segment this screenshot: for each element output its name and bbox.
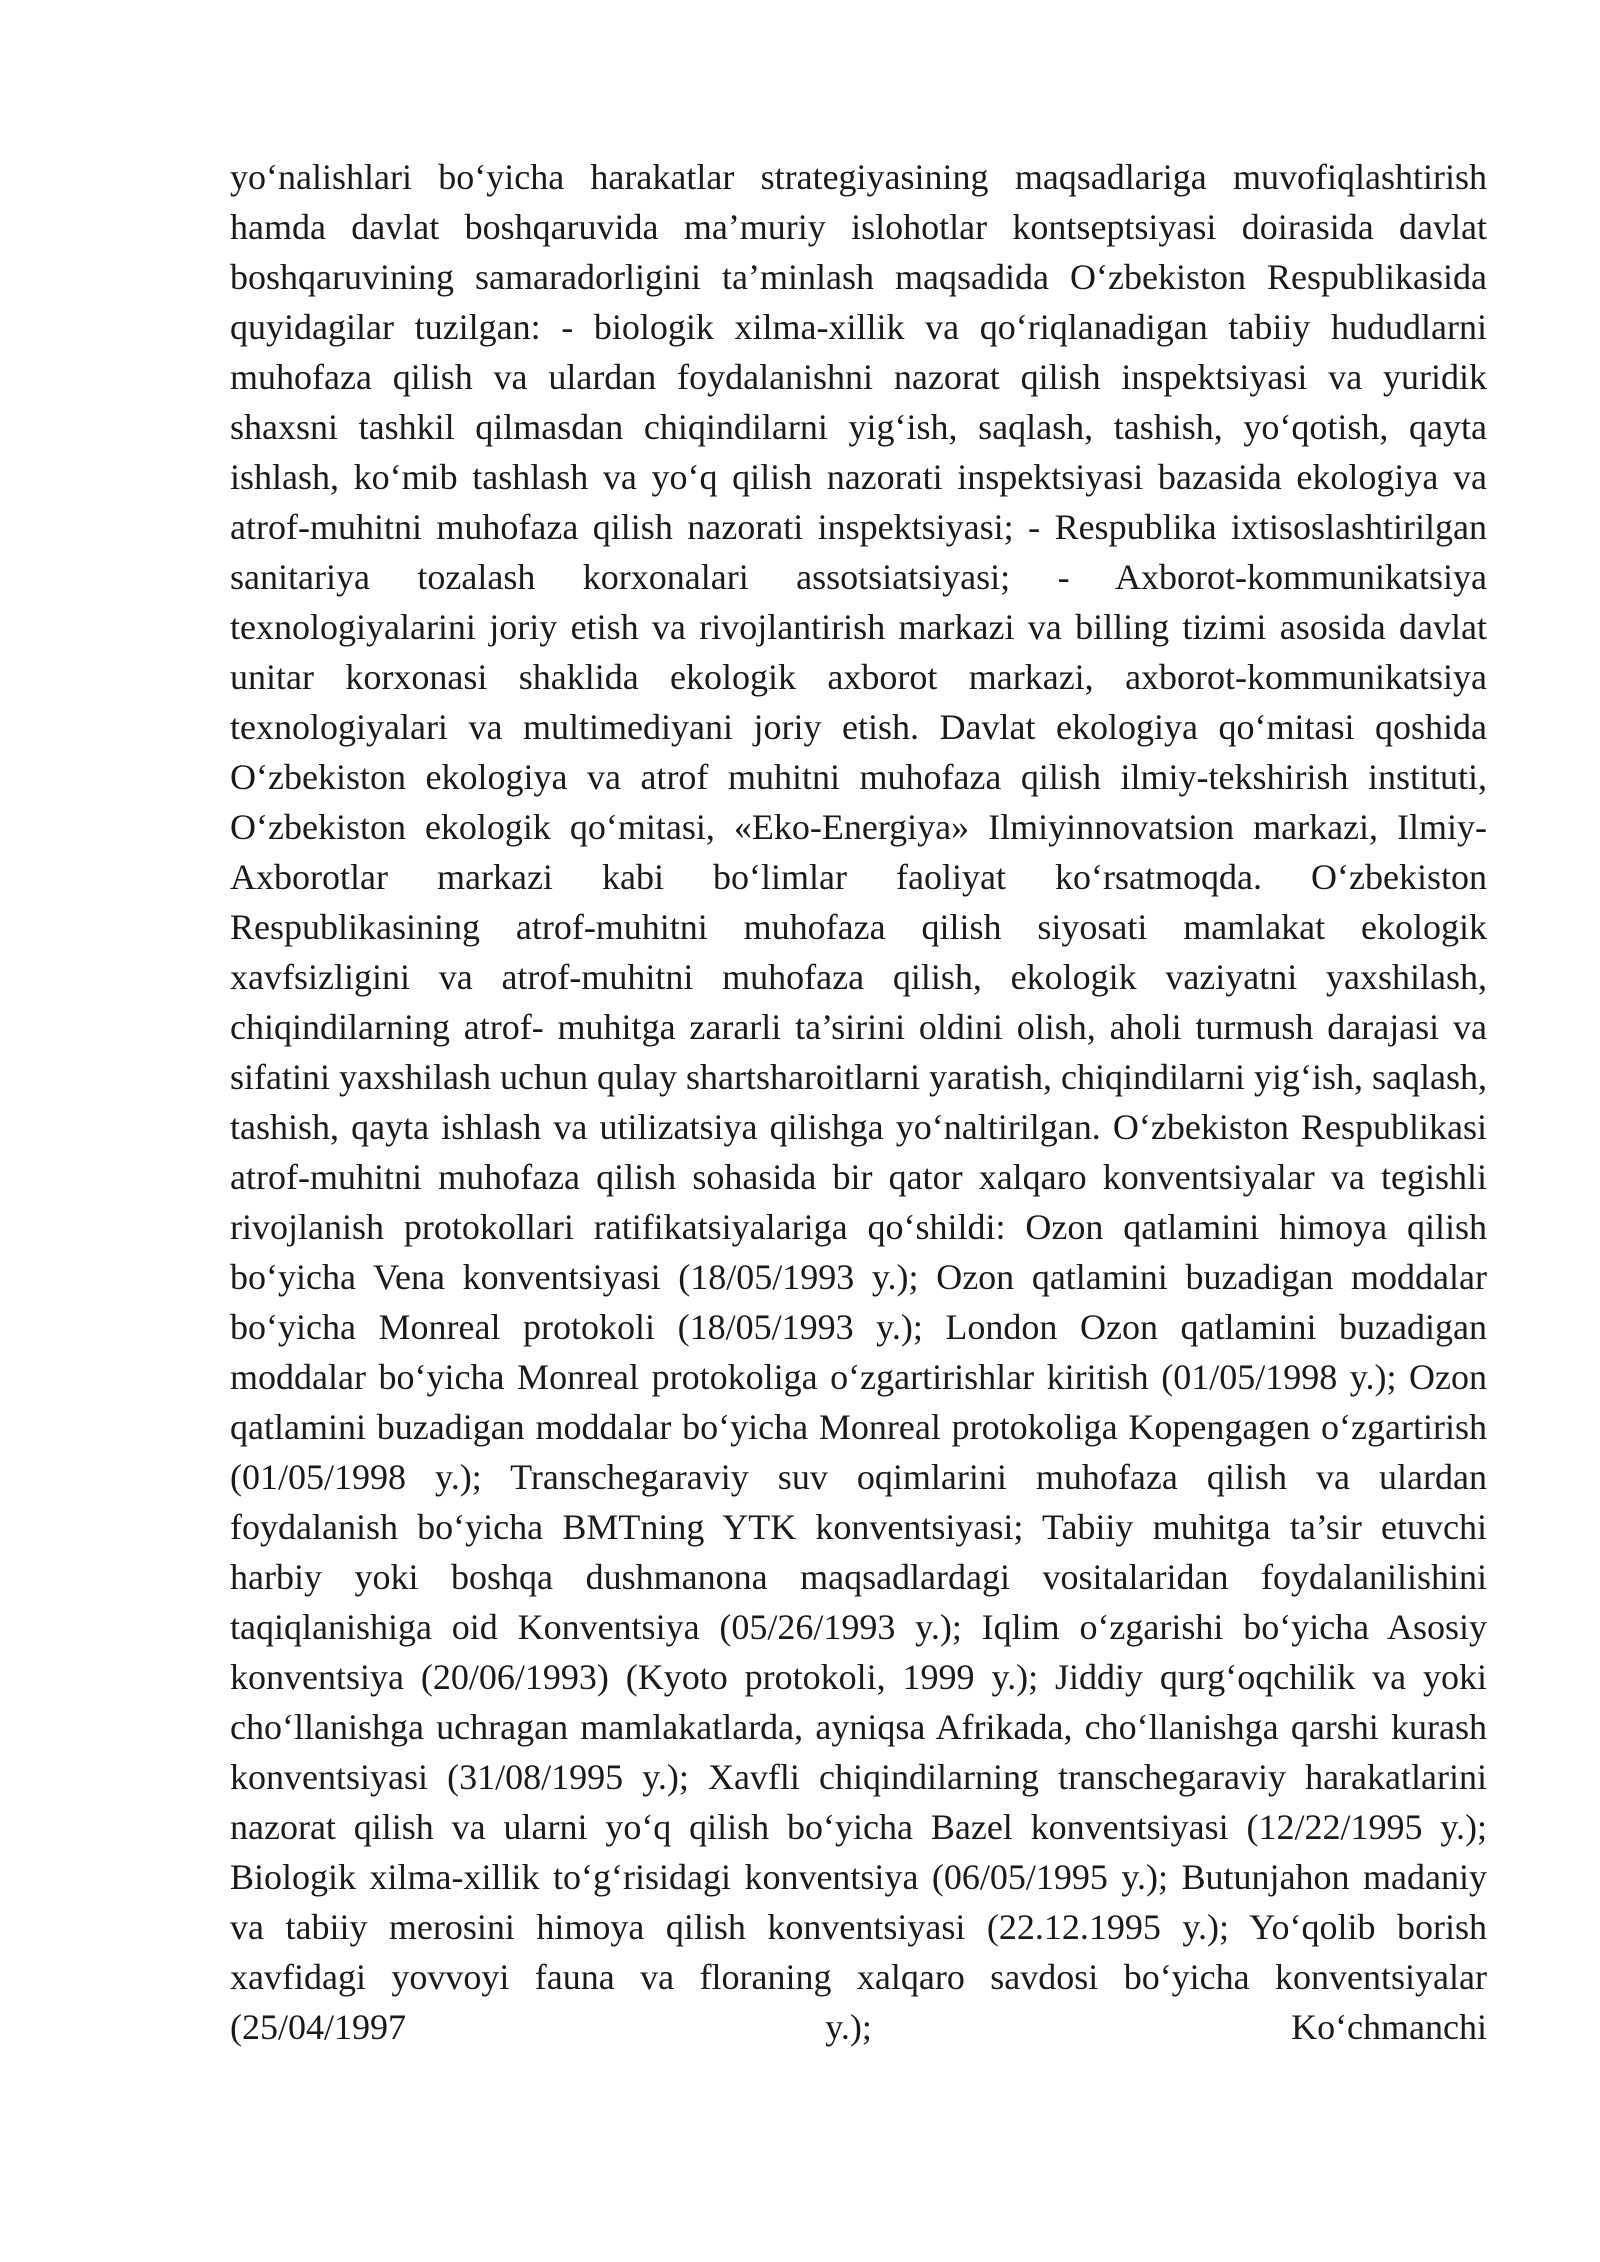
body-paragraph: yo‘nalishlari bo‘yicha harakatlar strategiyasining maqsadlariga muvofiqlashtirish hamda davlat boshqaruvida ma’muriy islohotlar kontseptsiyasi doirasida davlat boshqaruvining samaradorligini ta’minlash maqsadida O‘zbekiston Respublikasida quyidagilar tuzilgan: - biologik xilma-xillik va qo‘riqlanadigan tabiiy hududlarni muhofaza qilish va ulardan foydalanishni nazorat qilish inspektsiyasi va yuridik shaxsni tashkil qilmasdan chiqindilarni yig‘ish, saqlash, tashish, yo‘qotish, qayta ishlash, ko‘mib tashlash va yo‘q qilish nazorati inspektsiyasi bazasida ekologiya va atrof-muhitni muhofaza qilish nazorati inspektsiyasi; - Respublika ixtisoslashtirilgan sanitariya tozalash korxonalari assotsiatsiyasi; - Axborot-kommunikatsiya texnologiyalarini joriy etish va rivojlantirish markazi va billing tizimi asosida davlat unitar korxonasi shaklida ekologik axborot markazi, axborot-kommunikatsiya texnologiyalari va multimediyani joriy etish. Davlat ekologiya qo‘mitasi qoshida O‘zbekiston ekologiya va atrof muhitni muhofaza qilish ilmiy-tekshirish instituti, O‘zbekiston ekologik qo‘mitasi, «Eko-Energiya» Ilmiyinnovatsion markazi, Ilmiy-Axborotlar markazi kabi bo‘limlar faoliyat ko‘rsatmoqda. O‘zbekiston Respublikasining atrof-muhitni muhofaza qilish siyosati mamlakat ekologik xavfsizligini va atrof-muhitni muhofaza qilish, ekologik vaziyatni yaxshilash, chiqindilarning atrof- muhitga zararli ta’sirini oldini olish, aholi turmush darajasi va sifatini yaxshilash uchun qulay shartsharoitlarni yaratish, chiqindilarni yig‘ish, saqlash, tashish, qayta ishlash va utilizatsiya qilishga yo‘naltirilgan. O‘zbekiston Respublikasi atrof-muhitni muhofaza qilish sohasida bir qator xalqaro konventsiyalar va tegishli rivojlanish protokollari ratifikatsiyalariga qo‘shildi: Ozon qatlamini himoya qilish bo‘yicha Vena konventsiyasi (18/05/1993 y.); Ozon qatlamini buzadigan moddalar bo‘yicha Monreal protokoli (18/05/1993 y.); London Ozon qatlamini buzadigan moddalar bo‘yicha Monreal protokoliga o‘zgartirishlar kiritish (01/05/1998 y.); Ozon qatlamini buzadigan moddalar bo‘yicha Monreal protokoliga Kopengagen o‘zgartirish (01/05/1998 y.); Transchegaraviy suv oqimlarini muhofaza qilish va ulardan foydalanish bo‘yicha BMTning YTK konventsiyasi; Tabiiy muhitga ta’sir etuvchi harbiy yoki boshqa dushmanona maqsadlardagi vositalaridan foydalanilishini taqiqlanishiga oid Konventsiya (05/26/1993 y.); Iqlim o‘zgarishi bo‘yicha Asosiy konventsiya (20/06/1993) (Kyoto protokoli, 1999 y.); Jiddiy qurg‘oqchilik va yoki cho‘llanishga uchragan mamlakatlarda, ayniqsa Afrikada, cho‘llanishga qarshi kurash konventsiyasi (31/08/1995 y.); Xavfli chiqindilarning transchegaraviy harakatlarini nazorat qilish va ularni yo‘q qilish bo‘yicha Bazel konventsiyasi (12/22/1995 y.); Biologik xilma-xillik to‘g‘risidagi konventsiya (06/05/1995 y.); Butunjahon madaniy va tabiiy merosini himoya qilish konventsiyasi (22.12.1995 y.); Yo‘qolib borish xavfidagi yovvoyi fauna va floraning xalqaro savdosi bo‘yicha konventsiyalar (25/04/1997 y.); Ko‘chmanchi bbox=[230, 157, 1487, 2047]
